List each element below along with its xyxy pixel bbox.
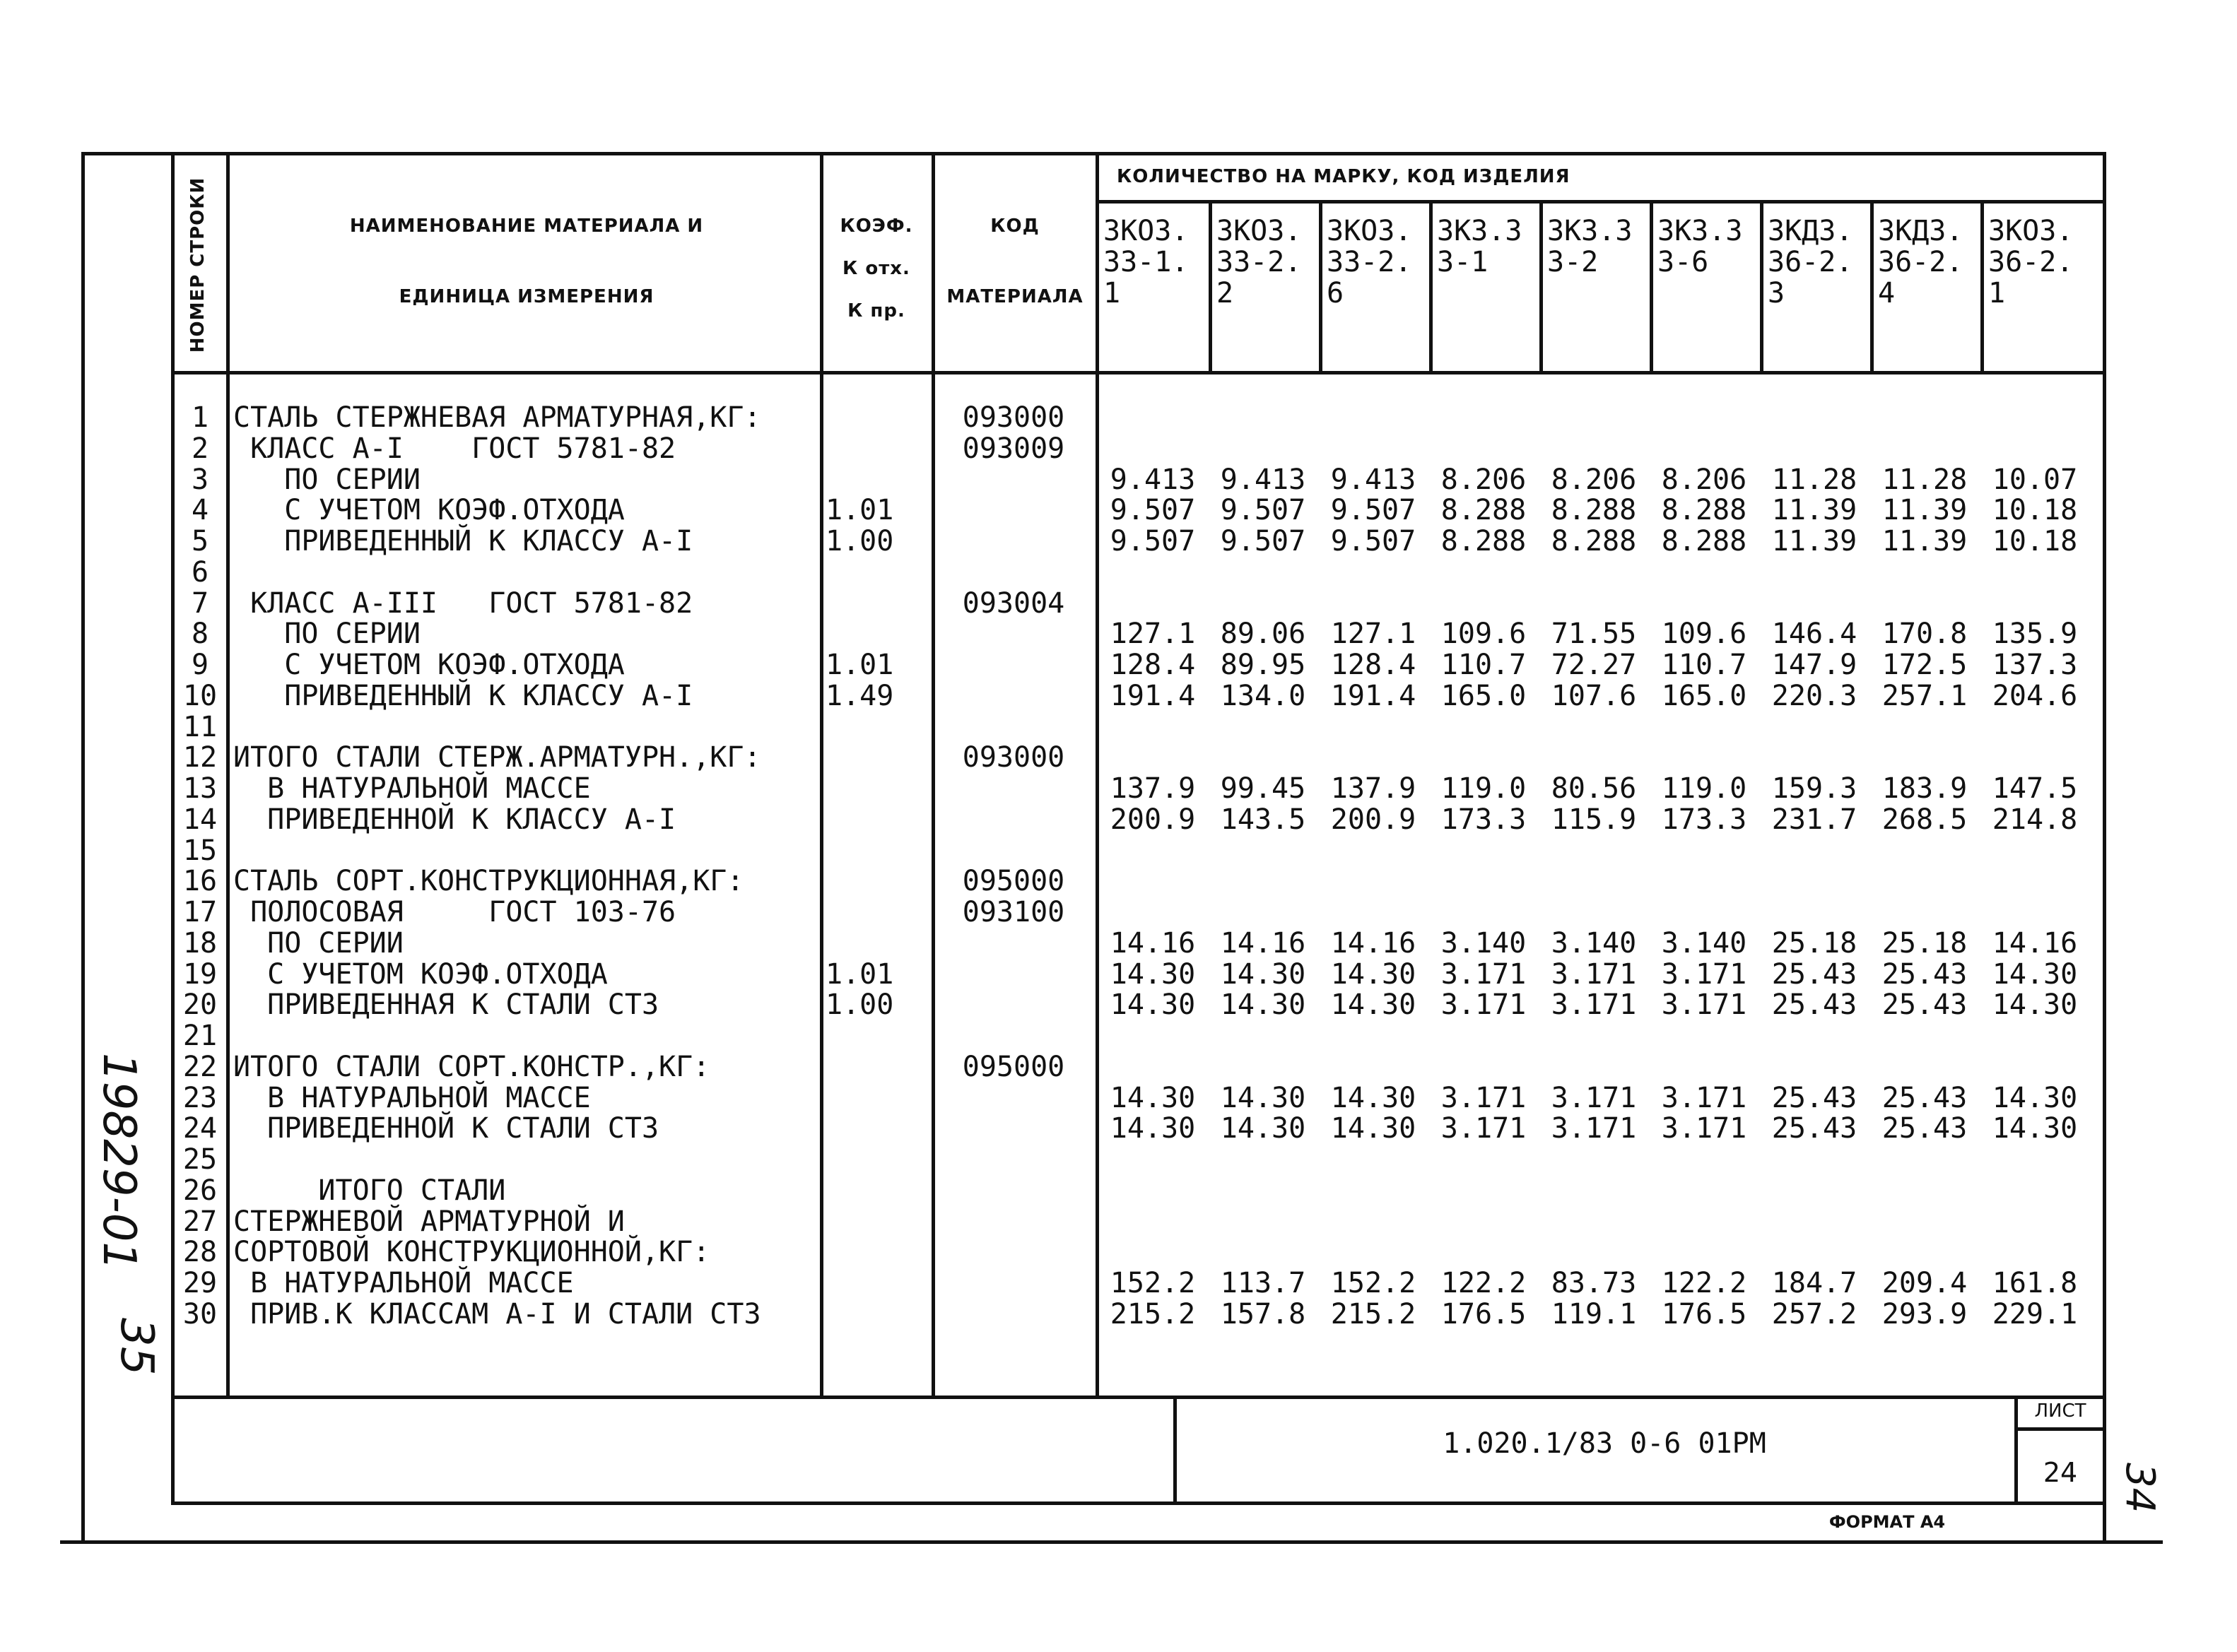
- row-number: 27: [182, 1205, 218, 1238]
- quantity-cell: 8.206: [1440, 463, 1527, 496]
- quantity-cell: 257.2: [1771, 1297, 1857, 1331]
- quantity-cell: 71.55: [1551, 618, 1637, 651]
- coefficient: 1.01: [826, 957, 894, 991]
- quantity-cell: 191.4: [1330, 679, 1416, 712]
- qty-group-header: КОЛИЧЕСТВО НА МАРКУ, КОД ИЗДЕЛИЯ: [1117, 166, 1570, 187]
- row-number: 18: [182, 926, 218, 960]
- quantity-cell: 165.0: [1661, 679, 1747, 712]
- quantity-cell: 80.56: [1551, 772, 1637, 805]
- quantity-cell: 14.30: [1992, 957, 2078, 991]
- col-divider-name: [820, 152, 823, 1399]
- material-name: ПРИВЕДЕННОЙ К КЛАССУ А-I: [233, 803, 676, 836]
- row-number: 21: [182, 1020, 218, 1052]
- sheet-number: 24: [2043, 1457, 2078, 1488]
- quantity-cell: 25.18: [1881, 926, 1968, 960]
- quantity-cell: 14.30: [1220, 957, 1306, 991]
- material-name: ПО СЕРИИ: [233, 926, 404, 960]
- material-name: В НАТУРАЛЬНОЙ МАССЕ: [233, 1081, 591, 1114]
- format-label: ФОРМАТ А4: [1828, 1512, 1946, 1532]
- row-number: 10: [182, 679, 218, 712]
- quantity-cell: 9.507: [1220, 494, 1306, 527]
- quantity-cell: 3.171: [1661, 1081, 1747, 1114]
- quantity-cell: 293.9: [1881, 1297, 1968, 1331]
- quantity-cell: 14.30: [1110, 1081, 1196, 1114]
- quantity-cell: 8.288: [1440, 525, 1527, 557]
- row-number: 6: [191, 555, 209, 589]
- quantity-cell: 25.43: [1771, 957, 1857, 991]
- coefficient: 1.01: [826, 649, 894, 681]
- material-name: С УЧЕТОМ КОЭФ.ОТХОДА: [233, 957, 608, 991]
- quantity-cell: 89.06: [1220, 618, 1306, 651]
- quantity-cell: 8.288: [1551, 494, 1637, 527]
- quantity-cell: 14.16: [1220, 926, 1306, 960]
- quantity-cell: 25.43: [1771, 1081, 1857, 1114]
- code-header-line1: КОД: [990, 216, 1040, 237]
- quantity-cell: 127.1: [1330, 618, 1416, 651]
- right-page-number: 34: [2117, 1463, 2163, 1514]
- coefficient: 1.00: [826, 989, 894, 1022]
- quantity-cell: 9.413: [1220, 463, 1306, 496]
- code-header-line2: МАТЕРИАЛА: [946, 286, 1084, 307]
- header-bottom-line: [171, 371, 2106, 374]
- quantity-cell: 3.171: [1440, 1112, 1527, 1145]
- quantity-cell: 14.30: [1220, 989, 1306, 1022]
- quantity-cell: 11.28: [1881, 463, 1968, 496]
- quantity-cell: 25.43: [1881, 1081, 1968, 1114]
- quantity-cell: 147.9: [1771, 649, 1857, 681]
- material-name: СТЕРЖНЕВОЙ АРМАТУРНОЙ И: [233, 1205, 625, 1238]
- row-number: 16: [182, 865, 218, 898]
- material-name: ПРИВ.К КЛАССАМ А-I И СТАЛИ СТ3: [233, 1297, 761, 1331]
- left-page-number: 35: [110, 1318, 163, 1376]
- quantity-cell: 10.18: [1992, 494, 2078, 527]
- material-name: В НАТУРАЛЬНОЙ МАССЕ: [233, 1267, 574, 1299]
- material-name: ПРИВЕДЕННЫЙ К КЛАССУ А-I: [233, 679, 693, 712]
- material-name: КЛАСС А-I ГОСТ 5781-82: [233, 432, 676, 465]
- quantity-cell: 152.2: [1330, 1267, 1416, 1299]
- quantity-cell: 220.3: [1771, 679, 1857, 712]
- material-name: ИТОГО СТАЛИ: [233, 1174, 506, 1207]
- quantity-cell: 14.30: [1330, 957, 1416, 991]
- quantity-cell: 14.16: [1110, 926, 1196, 960]
- quantity-cell: 200.9: [1330, 803, 1416, 836]
- row-number: 30: [182, 1297, 218, 1331]
- quantity-cell: 172.5: [1881, 649, 1968, 681]
- material-name: ПРИВЕДЕННЫЙ К КЛАССУ А-I: [233, 525, 693, 557]
- quantity-cell: 11.39: [1771, 494, 1857, 527]
- quantity-cell: 14.30: [1330, 1112, 1416, 1145]
- quantity-cell: 14.16: [1992, 926, 2078, 960]
- quantity-cell: 11.39: [1881, 525, 1968, 557]
- quantity-cell: 135.9: [1992, 618, 2078, 651]
- quantity-cell: 229.1: [1992, 1297, 2078, 1331]
- quantity-cell: 119.0: [1440, 772, 1527, 805]
- material-name: ИТОГО СТАЛИ СОРТ.КОНСТР.,КГ:: [233, 1050, 710, 1083]
- quantity-cell: 3.171: [1551, 989, 1637, 1022]
- quantity-cell: 137.3: [1992, 649, 2078, 681]
- quantity-cell: 9.507: [1330, 525, 1416, 557]
- quantity-cell: 3.171: [1661, 989, 1747, 1022]
- col-divider-rownum: [226, 152, 230, 1399]
- stamp-bottom-line: [171, 1501, 2106, 1505]
- row-number: 9: [191, 649, 209, 681]
- quantity-cell: 14.30: [1992, 1081, 2078, 1114]
- material-code: 093100: [962, 896, 1065, 928]
- quantity-cell: 9.507: [1220, 525, 1306, 557]
- quantity-cell: 9.413: [1330, 463, 1416, 496]
- sheet-box-mid: [2014, 1427, 2106, 1431]
- quantity-cell: 109.6: [1661, 618, 1747, 651]
- quantity-cell: 110.7: [1440, 649, 1527, 681]
- table-top-border: [81, 152, 2106, 155]
- product-col-header: 3К3.3 3-1: [1437, 215, 1522, 278]
- quantity-cell: 3.171: [1440, 957, 1527, 991]
- material-name: В НАТУРАЛЬНОЙ МАССЕ: [233, 772, 591, 805]
- sheet-label: ЛИСТ: [2034, 1400, 2086, 1422]
- quantity-cell: 215.2: [1110, 1297, 1196, 1331]
- row-number: 19: [182, 957, 218, 991]
- quantity-cell: 14.30: [1110, 989, 1196, 1022]
- table-left-border: [171, 152, 175, 1505]
- product-col-header: 3КО3. 36-2. 1: [1988, 215, 2074, 309]
- row-number: 25: [182, 1143, 218, 1176]
- row-number: 17: [182, 896, 218, 928]
- inventory-number: 19829-01: [93, 1053, 145, 1271]
- quantity-cell: 113.7: [1220, 1267, 1306, 1299]
- quantity-cell: 9.413: [1110, 463, 1196, 496]
- quantity-cell: 3.171: [1661, 957, 1747, 991]
- quantity-cell: 157.8: [1220, 1297, 1306, 1331]
- quantity-cell: 209.4: [1881, 1267, 1968, 1299]
- quantity-cell: 115.9: [1551, 803, 1637, 836]
- row-number: 15: [182, 834, 218, 867]
- row-number: 22: [182, 1050, 218, 1083]
- name-header-line1: НАИМЕНОВАНИЕ МАТЕРИАЛА И: [349, 216, 704, 237]
- quantity-cell: 3.171: [1440, 1081, 1527, 1114]
- table-right-border: [2103, 152, 2106, 1544]
- quantity-cell: 25.43: [1881, 957, 1968, 991]
- quantity-cell: 3.140: [1551, 926, 1637, 960]
- material-name: С УЧЕТОМ КОЭФ.ОТХОДА: [233, 649, 625, 681]
- quantity-cell: 3.171: [1551, 1081, 1637, 1114]
- quantity-cell: 11.39: [1771, 525, 1857, 557]
- row-number-header: НОМЕР СТРОКИ: [187, 177, 209, 353]
- quantity-cell: 25.18: [1771, 926, 1857, 960]
- quantity-cell: 137.9: [1330, 772, 1416, 805]
- product-col-header: 3К3.3 3-6: [1657, 215, 1743, 278]
- quantity-cell: 25.43: [1771, 989, 1857, 1022]
- quantity-cell: 9.507: [1330, 494, 1416, 527]
- coef-header-line3: К пр.: [847, 300, 905, 321]
- quantity-cell: 14.30: [1330, 1081, 1416, 1114]
- quantity-cell: 165.0: [1440, 679, 1527, 712]
- col-divider-coef: [932, 152, 935, 1399]
- quantity-cell: 128.4: [1110, 649, 1196, 681]
- quantity-cell: 152.2: [1110, 1267, 1196, 1299]
- coefficient: 1.01: [826, 494, 894, 527]
- row-number: 29: [182, 1267, 218, 1299]
- quantity-cell: 11.28: [1771, 463, 1857, 496]
- stamp-divider: [1173, 1396, 1177, 1505]
- quantity-cell: 122.2: [1440, 1267, 1527, 1299]
- quantity-cell: 159.3: [1771, 772, 1857, 805]
- quantity-cell: 14.30: [1110, 957, 1196, 991]
- coef-header-line1: КОЭФ.: [840, 216, 913, 237]
- quantity-cell: 3.171: [1661, 1112, 1747, 1145]
- quantity-cell: 25.43: [1881, 989, 1968, 1022]
- quantity-cell: 184.7: [1771, 1267, 1857, 1299]
- quantity-cell: 3.140: [1440, 926, 1527, 960]
- quantity-cell: 14.30: [1992, 1112, 2078, 1145]
- quantity-cell: 176.5: [1440, 1297, 1527, 1331]
- row-number: 20: [182, 989, 218, 1022]
- row-number: 7: [191, 586, 209, 620]
- quantity-cell: 3.171: [1440, 989, 1527, 1022]
- quantity-cell: 8.206: [1551, 463, 1637, 496]
- product-col-header: 3КО3. 33-2. 6: [1327, 215, 1412, 309]
- quantity-cell: 109.6: [1440, 618, 1527, 651]
- quantity-cell: 146.4: [1771, 618, 1857, 651]
- row-number: 3: [191, 463, 209, 496]
- row-number: 4: [191, 494, 209, 527]
- material-code: 093009: [962, 432, 1065, 465]
- quantity-cell: 14.30: [1992, 989, 2078, 1022]
- quantity-cell: 89.95: [1220, 649, 1306, 681]
- quantity-cell: 25.43: [1771, 1112, 1857, 1145]
- quantity-cell: 215.2: [1330, 1297, 1416, 1331]
- material-name: ПОЛОСОВАЯ ГОСТ 103-76: [233, 896, 676, 928]
- row-number: 12: [182, 741, 218, 774]
- quantity-cell: 14.30: [1220, 1112, 1306, 1145]
- quantity-cell: 8.288: [1551, 525, 1637, 557]
- quantity-cell: 173.3: [1440, 803, 1527, 836]
- material-code: 095000: [962, 1050, 1065, 1083]
- material-name: ПО СЕРИИ: [233, 463, 421, 496]
- quantity-cell: 9.507: [1110, 525, 1196, 557]
- quantity-cell: 268.5: [1881, 803, 1968, 836]
- quantity-cell: 3.171: [1551, 1112, 1637, 1145]
- quantity-cell: 143.5: [1220, 803, 1306, 836]
- quantity-cell: 107.6: [1551, 679, 1637, 712]
- quantity-cell: 161.8: [1992, 1267, 2078, 1299]
- coefficient: 1.00: [826, 525, 894, 557]
- quantity-cell: 25.43: [1881, 1112, 1968, 1145]
- quantity-cell: 214.8: [1992, 803, 2078, 836]
- material-name: С УЧЕТОМ КОЭФ.ОТХОДА: [233, 494, 625, 527]
- product-col-header: 3КД3. 36-2. 4: [1878, 215, 1963, 309]
- body-bottom-line: [171, 1396, 2106, 1399]
- quantity-cell: 99.45: [1220, 772, 1306, 805]
- row-number: 24: [182, 1112, 218, 1145]
- material-name: ПРИВЕДЕННОЙ К СТАЛИ СТ3: [233, 1112, 659, 1145]
- quantity-cell: 11.39: [1881, 494, 1968, 527]
- quantity-cell: 10.18: [1992, 525, 2078, 557]
- document-code: 1.020.1/83 0-6 01РМ: [1443, 1427, 1766, 1460]
- product-col-header: 3К3.3 3-2: [1547, 215, 1633, 278]
- quantity-cell: 14.30: [1110, 1112, 1196, 1145]
- coefficient: 1.49: [826, 679, 894, 712]
- material-name: КЛАСС А-III ГОСТ 5781-82: [233, 586, 693, 620]
- quantity-cell: 170.8: [1881, 618, 1968, 651]
- bottom-page-line: [60, 1540, 2163, 1544]
- material-name: СТАЛЬ СОРТ.КОНСТРУКЦИОННАЯ,КГ:: [233, 865, 744, 898]
- material-name: ПРИВЕДЕННАЯ К СТАЛИ СТ3: [233, 989, 659, 1022]
- quantity-cell: 8.288: [1440, 494, 1527, 527]
- quantity-cell: 128.4: [1330, 649, 1416, 681]
- coef-header-line2: К отх.: [842, 258, 910, 279]
- material-code: 095000: [962, 865, 1065, 898]
- quantity-cell: 8.288: [1661, 525, 1747, 557]
- qty-group-divider: [1096, 200, 2106, 203]
- quantity-cell: 83.73: [1551, 1267, 1637, 1299]
- material-name: ИТОГО СТАЛИ СТЕРЖ.АРМАТУРН.,КГ:: [233, 741, 761, 774]
- row-number: 26: [182, 1174, 218, 1207]
- quantity-cell: 3.140: [1661, 926, 1747, 960]
- product-col-header: 3КО3. 33-1. 1: [1103, 215, 1189, 309]
- row-number: 23: [182, 1081, 218, 1114]
- quantity-cell: 183.9: [1881, 772, 1968, 805]
- quantity-cell: 119.0: [1661, 772, 1747, 805]
- quantity-cell: 14.30: [1330, 989, 1416, 1022]
- quantity-cell: 137.9: [1110, 772, 1196, 805]
- material-name: СОРТОВОЙ КОНСТРУКЦИОННОЙ,КГ:: [233, 1236, 710, 1269]
- row-number: 13: [182, 772, 218, 805]
- quantity-cell: 127.1: [1110, 618, 1196, 651]
- quantity-cell: 231.7: [1771, 803, 1857, 836]
- row-number: 8: [191, 618, 209, 651]
- material-code: 093000: [962, 741, 1065, 774]
- row-number: 1: [191, 401, 209, 434]
- material-name: СТАЛЬ СТЕРЖНЕВАЯ АРМАТУРНАЯ,КГ:: [233, 401, 761, 434]
- quantity-cell: 110.7: [1661, 649, 1747, 681]
- quantity-cell: 119.1: [1551, 1297, 1637, 1331]
- quantity-cell: 8.206: [1661, 463, 1747, 496]
- quantity-cell: 8.288: [1661, 494, 1747, 527]
- row-number: 2: [191, 432, 209, 465]
- quantity-cell: 9.507: [1110, 494, 1196, 527]
- material-name: ПО СЕРИИ: [233, 618, 421, 651]
- material-code: 093004: [962, 586, 1065, 620]
- quantity-cell: 122.2: [1661, 1267, 1747, 1299]
- quantity-cell: 191.4: [1110, 679, 1196, 712]
- quantity-cell: 14.30: [1220, 1081, 1306, 1114]
- quantity-cell: 72.27: [1551, 649, 1637, 681]
- quantity-cell: 134.0: [1220, 679, 1306, 712]
- quantity-cell: 173.3: [1661, 803, 1747, 836]
- row-number: 5: [191, 525, 209, 557]
- name-header-line2: ЕДИНИЦА ИЗМЕРЕНИЯ: [399, 286, 654, 307]
- product-col-header: 3КО3. 33-2. 2: [1216, 215, 1302, 309]
- product-col-header: 3КД3. 36-2. 3: [1768, 215, 1853, 309]
- quantity-cell: 200.9: [1110, 803, 1196, 836]
- material-code: 093000: [962, 401, 1065, 434]
- quantity-cell: 204.6: [1992, 679, 2078, 712]
- row-number: 11: [182, 710, 218, 743]
- quantity-cell: 10.07: [1992, 463, 2078, 496]
- quantity-cell: 147.5: [1992, 772, 2078, 805]
- row-number: 14: [182, 803, 218, 836]
- outer-left-border: [81, 152, 85, 1540]
- row-number: 28: [182, 1236, 218, 1269]
- quantity-cell: 257.1: [1881, 679, 1968, 712]
- quantity-cell: 14.16: [1330, 926, 1416, 960]
- quantity-cell: 3.171: [1551, 957, 1637, 991]
- quantity-cell: 176.5: [1661, 1297, 1747, 1331]
